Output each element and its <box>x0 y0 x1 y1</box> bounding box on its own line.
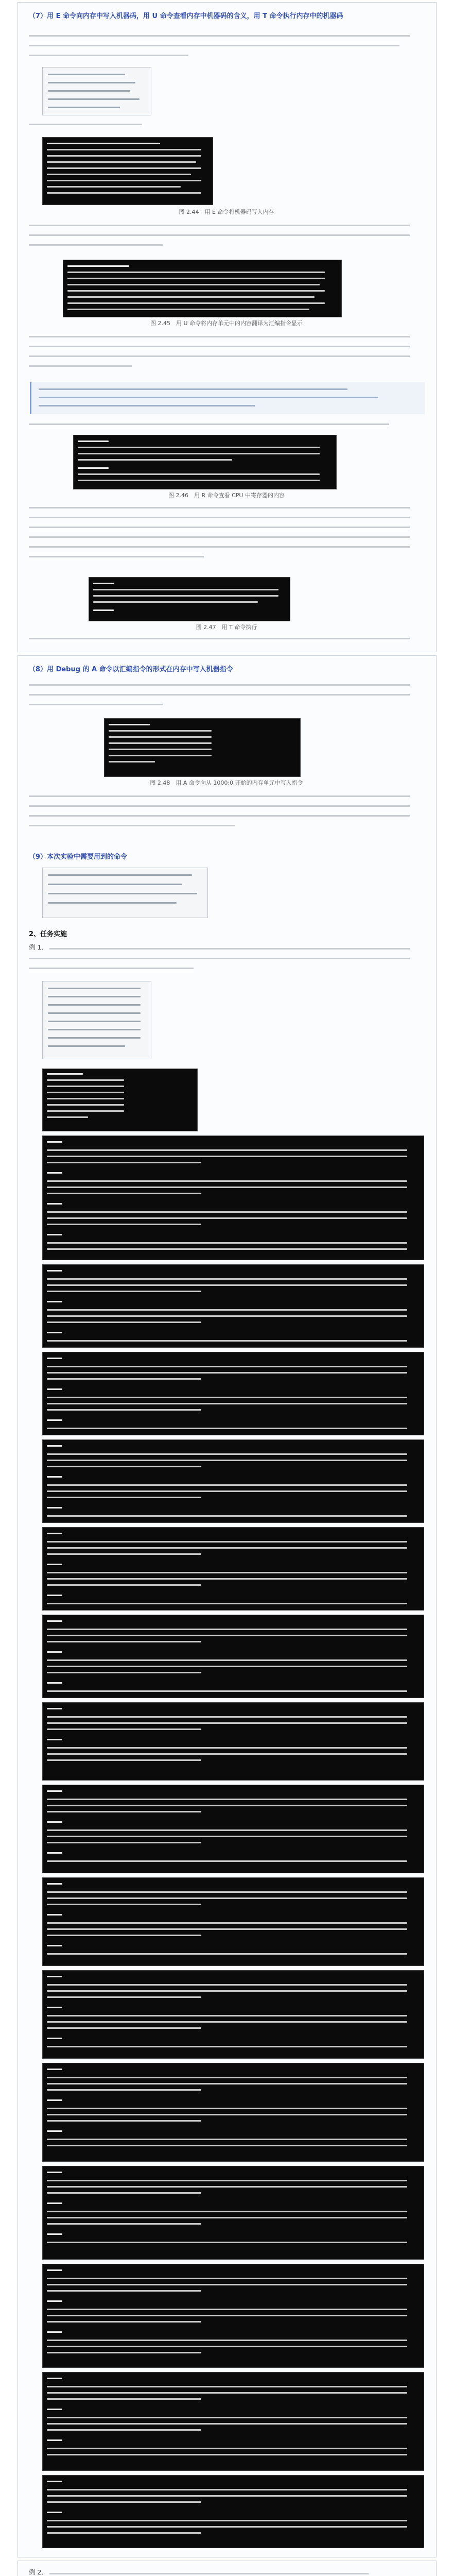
section-9-number: （9） <box>29 853 47 861</box>
paragraph-2 <box>29 118 420 132</box>
paragraph-7 <box>29 634 420 649</box>
section-9-title: 本次实验中需要用到的命令 <box>47 853 128 861</box>
example-2-prefix: 例 2、 <box>29 2568 48 2576</box>
terminal-screenshot-1 <box>42 137 213 205</box>
section-8-number: （8） <box>29 666 47 673</box>
terminal-trace-14 <box>42 2372 424 2471</box>
terminal-a-command <box>42 1069 198 1131</box>
terminal-trace-4 <box>42 1439 424 1523</box>
terminal-trace-1 <box>42 1136 424 1260</box>
paragraph-8 <box>29 680 420 714</box>
figure-caption-1: 图 2.44 用 E 命令将机器码写入内存 <box>179 209 274 215</box>
paragraph-5 <box>29 418 420 433</box>
section-8-heading <box>29 665 233 675</box>
section-9-heading <box>29 852 127 862</box>
terminal-screenshot-5 <box>104 718 301 777</box>
terminal-trace-3 <box>42 1352 424 1435</box>
section-7-heading <box>29 11 343 22</box>
terminal-trace-13 <box>42 2264 424 2368</box>
terminal-trace-15 <box>42 2475 424 2548</box>
paragraph-4 <box>29 332 420 379</box>
terminal-trace-8 <box>42 1785 424 1873</box>
command-list-image <box>42 868 208 918</box>
terminal-trace-7 <box>42 1702 424 1781</box>
terminal-trace-6 <box>42 1615 424 1698</box>
example-1-code-table <box>42 981 151 1059</box>
figure-caption-5: 图 2.48 用 A 命令向从 1000:0 开始的内存单元中写入指令 <box>150 779 303 786</box>
example-1-text <box>29 942 420 978</box>
terminal-trace-11 <box>42 2063 424 2162</box>
section-7-title: 用 E 命令向内存中写入机器码，用 U 命令查看内存中机器码的含义，用 T 命令执行内存中的机器码 <box>47 12 343 20</box>
paragraph-3 <box>29 221 420 257</box>
paragraph-6 <box>29 503 420 575</box>
document-page <box>11 2 442 2576</box>
figure-caption-4: 图 2.47 用 T 命令执行 <box>196 624 257 631</box>
section-7-number: （7） <box>29 12 47 20</box>
terminal-screenshot-3 <box>73 435 337 489</box>
figure-caption-2: 图 2.45 用 U 命令将内存单元中的内容翻译为汇编指令显示 <box>150 320 303 327</box>
terminal-trace-2 <box>42 1264 424 1348</box>
terminal-screenshot-4 <box>89 577 290 621</box>
section-8-title: 用 Debug 的 A 命令以汇编指令的形式在内存中写入机器指令 <box>47 666 233 673</box>
terminal-screenshot-2 <box>63 260 342 317</box>
paragraph-1 <box>29 31 420 65</box>
example-1-prefix: 例 1、 <box>29 943 48 951</box>
task-heading: 2、任务实施 <box>29 930 67 938</box>
terminal-trace-5 <box>42 1527 424 1611</box>
terminal-trace-10 <box>42 1970 424 2059</box>
highlight-box-1 <box>30 382 425 414</box>
example-2-text <box>29 2567 420 2576</box>
terminal-trace-12 <box>42 2166 424 2260</box>
paragraph-9 <box>29 791 420 841</box>
figure-caption-3: 图 2.46 用 R 命令查看 CPU 中寄存器的内容 <box>168 492 285 499</box>
terminal-trace-9 <box>42 1877 424 1966</box>
machine-code-table <box>42 67 151 115</box>
